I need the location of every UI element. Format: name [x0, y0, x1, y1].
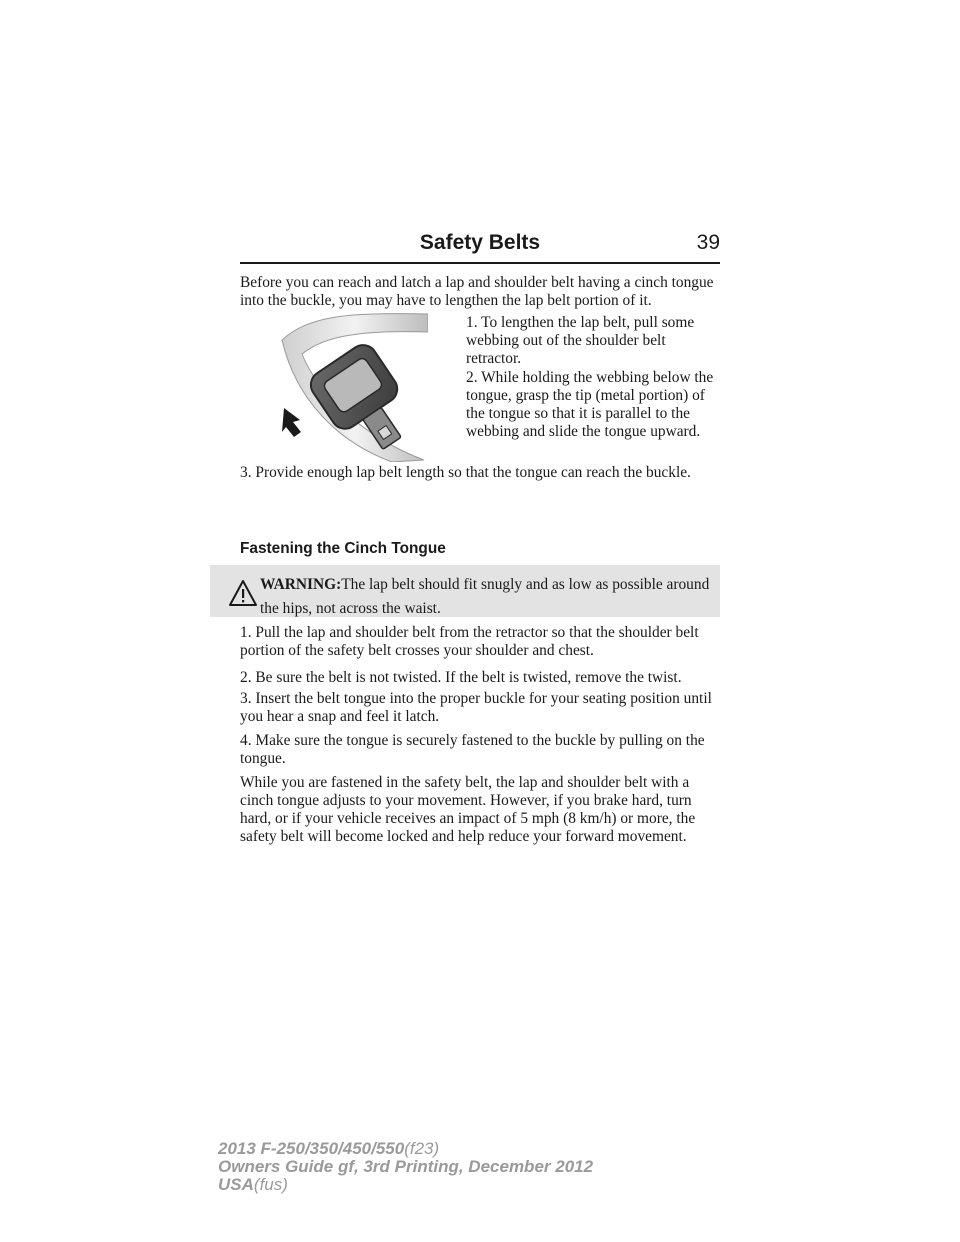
footer-model-code: (f23): [404, 1139, 440, 1158]
warning-label: WARNING:: [260, 576, 342, 593]
fasten-step-1: 1. Pull the lap and shoulder belt from the retractor so that the shoulder belt portion of the safety belt crosses your shoulder and chest.: [240, 624, 699, 659]
lengthen-step-1: 1. To lengthen the lap belt, pull some webbing out of the shoulder belt retractor.: [466, 314, 695, 367]
seat-belt-tongue-illustration: [268, 310, 428, 462]
warning-text: [260, 573, 710, 621]
footer-market-code: (fus): [253, 1175, 288, 1194]
fasten-step-2: 2. Be sure the belt is not twisted. If the belt is twisted, remove the twist.: [240, 669, 682, 686]
warning-triangle-icon: [228, 579, 258, 607]
warning-message: The lap belt should fit snugly and as low as possible around the hips, not across the waist.: [260, 576, 710, 617]
page-footer: [218, 1140, 593, 1194]
warning-box: [210, 565, 720, 617]
intro-paragraph: Before you can reach and latch a lap and shoulder belt having a cinch tongue into the buckle, you may have to lengthen the lap belt portion of it.: [240, 274, 714, 309]
footer-market: USA: [218, 1175, 254, 1194]
page-number: 39: [696, 231, 720, 254]
page-header: [240, 230, 720, 264]
lengthen-step-3: 3. Provide enough lap belt length so that the tongue can reach the buckle.: [240, 464, 691, 481]
lengthen-step-2: 2. While holding the webbing below the tongue, grasp the tip (metal portion) of the tongue so that it is parallel to the webbing and slide the tongue upward.: [466, 369, 714, 440]
page-title: Safety Belts: [419, 231, 541, 254]
section-heading: Fastening the Cinch Tongue: [240, 540, 446, 557]
fasten-step-4: 4. Make sure the tongue is securely fastened to the buckle by pulling on the tongue.: [240, 732, 705, 767]
fasten-note: While you are fastened in the safety belt, the lap and shoulder belt with a cinch tongue adjusts to your movement. However, if you brake hard, turn hard, or if your vehicle receives an impact of 5 mph (8 km/h) or more, the safety belt will become locked and help reduce your forward movement.: [240, 774, 696, 845]
footer-guide: Owners Guide gf, 3rd Printing, December 2012: [218, 1157, 594, 1176]
footer-model: 2013 F-250/350/450/550: [218, 1139, 405, 1158]
fasten-step-3: 3. Insert the belt tongue into the proper buckle for your seating position until you hear a snap and feel it latch.: [240, 690, 712, 725]
